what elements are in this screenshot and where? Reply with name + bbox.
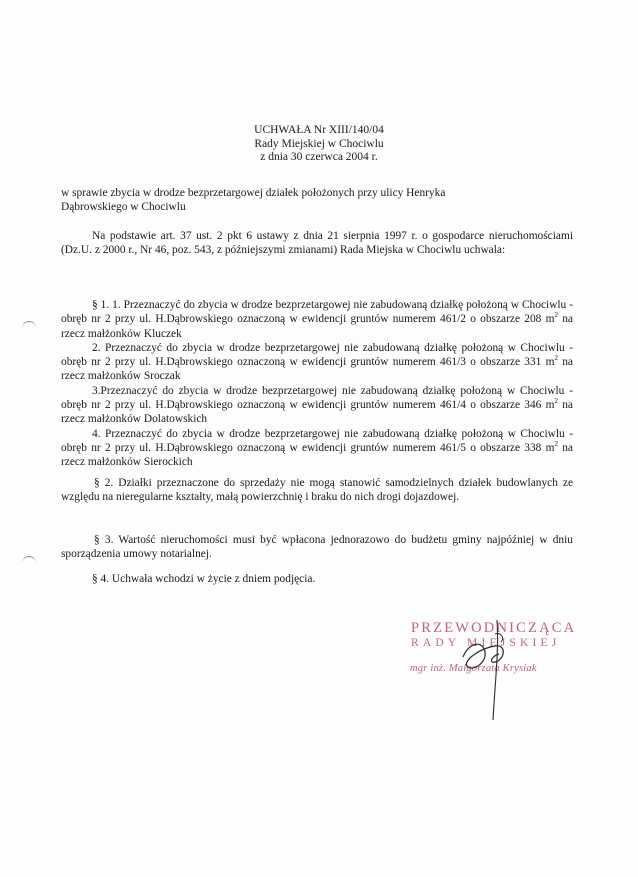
margin-mark	[22, 321, 36, 330]
resolution-header	[0, 124, 638, 165]
resolution-date: z dnia 30 czerwca 2004 r.	[260, 151, 378, 163]
paragraph-4: § 4. Uchwała wchodzi w życie z dniem podjęcia.	[92, 573, 316, 585]
subject-line-2: Dąbrowskiego w Chociwlu	[61, 201, 186, 214]
paragraph-1-point-3: 3.Przeznaczyć do zbycia w drodze bezprzetargowej nie zabudowaną działkę położoną w Chociwlu - obręb nr 2 przy ul. H.Dąbrowskiego oznaczoną w ewidencji gruntów numerem 461/4 o obszarze 346 $m^2$ na rzecz małżonków Dolatowskich	[61, 384, 573, 426]
paragraph-2: § 2. Działki przeznaczone do sprzedaży nie mogą stanowić samodzielnych działek budowlanych ze względu na nieregularne kształty, małą powierzchnię i braku do nich drogi dojazdowej.	[61, 477, 573, 504]
paragraph-3: § 3. Wartość nieruchomości musi być wpłacona jednorazowo do budżetu gminy najpóźniej w dniu sporządzenia umowy notarialnej.	[61, 534, 573, 561]
legal-basis-paragraph: Na podstawie art. 37 ust. 2 pkt 6 ustawy z dnia 21 sierpnia 1997 r. o gospodarce nieruchomościami (Dz.U. z 2000 r., Nr 46, poz. 543, z późniejszymi zmianami) Rada Miejska w Chociwlu uchwala:	[61, 230, 573, 257]
resolution-subject	[61, 186, 573, 215]
handwritten-signature	[455, 612, 535, 722]
resolution-number: UCHWAŁA Nr XIII/140/04	[254, 124, 384, 136]
paragraph-1-point-1: § 1. 1. Przeznaczyć do zbycia w drodze bezprzetargowej nie zabudowaną działkę położoną w Chociwlu - obręb nr 2 przy ul. H.Dąbrowskiego oznaczoną w ewidencji gruntów numerem 461/2 o obszarze 208 $m^2$ na rzecz małżonków Kluczek	[61, 299, 573, 340]
stamp-name: mgr inż. Małgorzata Krysiak	[410, 663, 537, 674]
council-name: Rady Miejskiej w Chociwlu	[254, 137, 384, 150]
subject-line-1: w sprawie zbycia w drodze bezprzetargowej działek położonych przy ulicy Henryka	[61, 187, 446, 199]
paragraph-1-point-2: 2. Przeznaczyć do zbycia w drodze bezprzetargowej nie zabudowaną działkę położoną w Chociwlu - obręb nr 2 przy ul. H.Dąbrowskiego oznaczoną w ewidencji gruntów numerem 461/3 o obszarze 331 $m^2$ na rzecz małżonków Sroczak	[61, 341, 573, 383]
stamp-subtitle: RADY MIEJSKIEJ	[411, 637, 561, 649]
stamp-title: PRZEWODNICZĄCA	[411, 620, 577, 636]
margin-mark	[22, 556, 36, 565]
paragraph-1	[61, 298, 573, 470]
paragraph-1-point-4: 4. Przeznaczyć do zbycia w drodze bezprzetargowej nie zabudowaną działkę położoną w Chociwlu - obręb nr 2 przy ul. H.Dąbrowskiego oznaczoną w ewidencji gruntów numerem 461/5 o obszarze 338 $m^2$ na rzecz małżonków Sierockich	[61, 427, 573, 469]
